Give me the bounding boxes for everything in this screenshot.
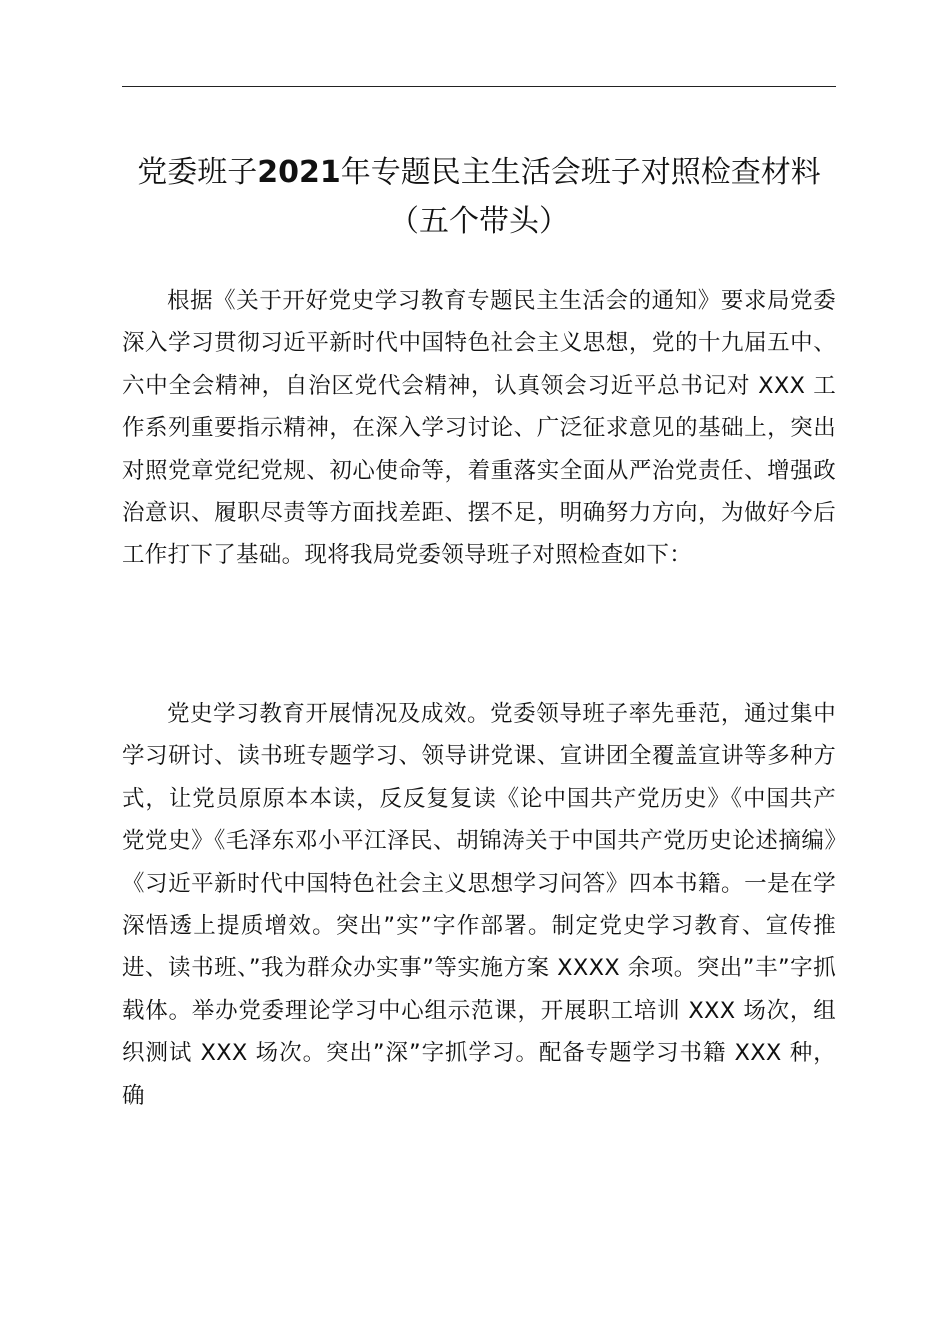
intro-paragraph: 根据《关于开好党史学习教育专题民主生活会的通知》要求局党委深入学习贯彻习近平新时代中国特色社会主义思想，党的十九届五中、六中全会精神，自治区党代会精神，认真领会习近平总书记对 XXX 工作系列重要指示精神，在深入学习讨论、广泛征求意见的基础上，突出对照党章党纪党规、初心使命等，着重落实全面从严治党责任、增强政治意识、履职尽责等方面找差距、摆不足，明确努力方向，为做好今后工作打下了基础。现将我局党委领导班子对照检查如下： <box>122 288 836 569</box>
title-year: 2021 <box>257 155 341 190</box>
study-progress-paragraph: 党史学习教育开展情况及成效。党委领导班子率先垂范，通过集中学习研讨、读书班专题学习、领导讲党课、宣讲团全覆盖宣讲等多种方式，让党员原原本本读，反反复复读《论中国共产党历史》《中国共产党党史》《毛泽东邓小平江泽民、胡锦涛关于中国共产党历史论述摘编》《习近平新时代中国特色社会主义思想学习问答》四本书籍。一是在学深悟透上提质增效。突出”实”字作部署。制定党史学习教育、宣传推进、读书班、”我为群众办实事”等实施方案 XXXX 余项。突出”丰”字抓载体。举办党委理论学习中心组示范课，开展职工培训 XXX 场次，组织测试 XXX 场次。突出”深”字抓学习。配备专题学习书籍 XXX 种，确 <box>122 701 836 1109</box>
title-part1: 党委班子 <box>137 155 258 190</box>
title-part2: 年专题民主生活会班子对照检查材料（五个带头） <box>340 155 821 239</box>
header-rule <box>122 86 836 87</box>
document-title <box>112 148 846 246</box>
